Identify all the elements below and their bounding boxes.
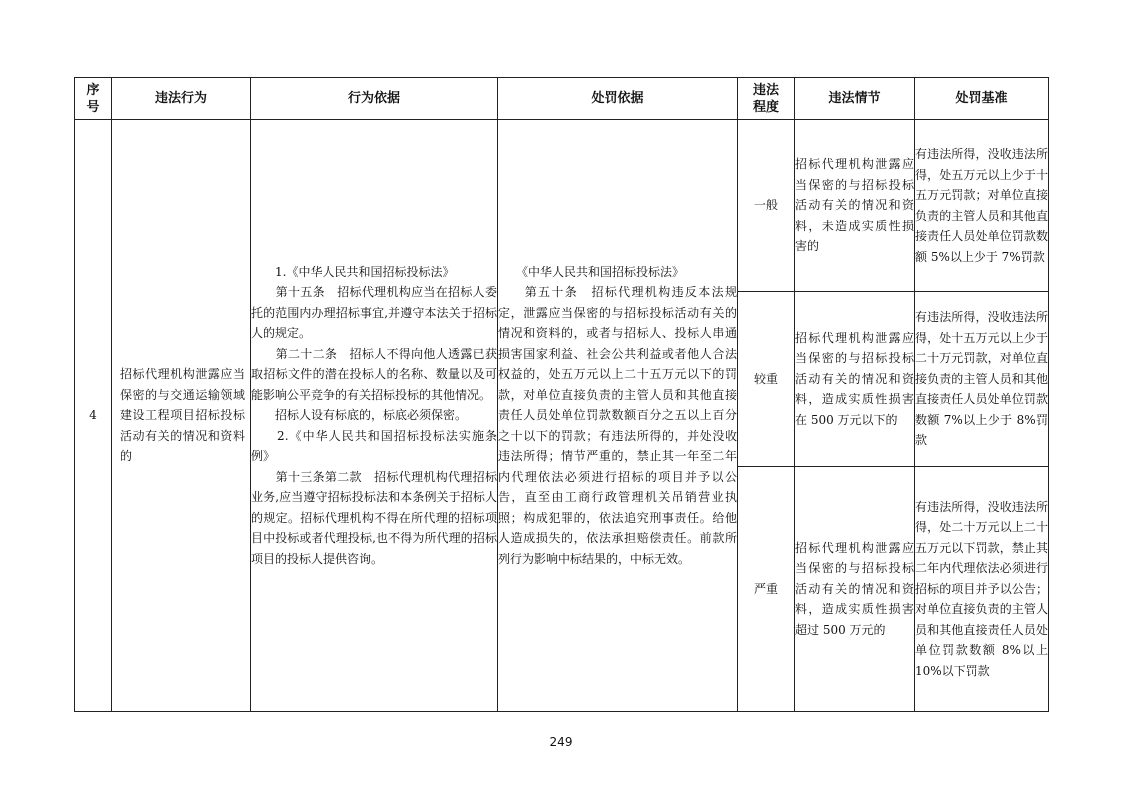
table-header-row <box>75 78 1049 120</box>
penalty-standards-table <box>74 77 1049 712</box>
circumstance-severe: 招标代理机构泄露应当保密的与招标投标活动有关的情况和资料，造成实质性损害超过 500 万元的 <box>795 467 915 712</box>
degree-severe: 严重 <box>738 467 795 712</box>
circumstance-general: 招标代理机构泄露应当保密的与招标投标活动有关的情况和资料，未造成实质性损害的 <box>795 120 915 292</box>
circumstance-serious: 招标代理机构泄露应当保密的与招标投标活动有关的情况和资料，造成实质性损害在 500 万元以下的 <box>795 292 915 467</box>
standard-serious: 有违法所得，没收违法所得，处十五万元以上少于二十万元罚款，对单位直接负责的主管人员和其他直接责任人员处单位罚款数额 7%以上少于 8%罚款 <box>915 292 1049 467</box>
legal-basis-cell: 1.《中华人民共和国招标投标法》 第十五条 招标代理机构应当在招标人委托的范围内办理招标事宜,并遵守本法关于招标人的规定。 第二十二条 招标人不得向他人透露已获取招标文件的潜在投标人的名称、数量以及可能影响公平竞争的有关招标投标的其他情况。 招标人设有标底的，标底必须保密。 2.《中华人民共和国招标投标法实施条例》 第十三条第二款 招标代理机构代理招标业务,应当遵守招标投标法和本条例关于招标人的规定。招标代理机构不得在所代理的招标项目中投标或者代理投标,也不得为所代理的招标项目的投标人提供咨询。 <box>251 120 498 712</box>
table-row <box>75 120 1049 292</box>
header-legal-basis: 行为依据 <box>251 78 498 120</box>
page-number: 249 <box>549 735 573 749</box>
violation-cell: 招标代理机构泄露应当保密的与交通运输领域建设工程项目招标投标活动有关的情况和资料的 <box>112 120 251 712</box>
standard-severe: 有违法所得，没收违法所得，处二十万元以上二十五万元以下罚款，禁止其二年内代理依法必须进行招标的项目并予以公告；对单位直接负责的主管人员和其他直接责任人员处单位罚款数额 8%以上 10%以下罚款 <box>915 467 1049 712</box>
row-seq: 4 <box>75 120 112 712</box>
header-violation: 违法行为 <box>112 78 251 120</box>
degree-serious: 较重 <box>738 292 795 467</box>
header-standard: 处罚基准 <box>915 78 1049 120</box>
degree-general: 一般 <box>738 120 795 292</box>
standard-general: 有违法所得，没收违法所得，处五万元以上少于十五万元罚款；对单位直接负责的主管人员和其他直接责任人员处单位罚款数额 5%以上少于 7%罚款 <box>915 120 1049 292</box>
header-degree: 违法 程度 <box>738 78 795 120</box>
header-penalty-basis: 处罚依据 <box>498 78 738 120</box>
penalty-basis-cell: 《中华人民共和国招标投标法》 第五十条 招标代理机构违反本法规定，泄露应当保密的与招标投标活动有关的情况和资料的，或者与招标人、投标人串通损害国家利益、社会公共利益或者他人合法权益的，处五万元以上二十五万元以下的罚款，对单位直接负责的主管人员和其他直接责任人员处单位罚款数额百分之五以上百分之十以下的罚款；有违法所得的，并处没收违法所得；情节严重的，禁止其一年至二年内代理依法必须进行招标的项目并予以公告，直至由工商行政管理机关吊销营业执照；构成犯罪的，依法追究刑事责任。给他人造成损失的，依法承担赔偿责任。前款所列行为影响中标结果的，中标无效。 <box>498 120 738 712</box>
header-seq: 序 号 <box>75 78 112 120</box>
header-circumstance: 违法情节 <box>795 78 915 120</box>
